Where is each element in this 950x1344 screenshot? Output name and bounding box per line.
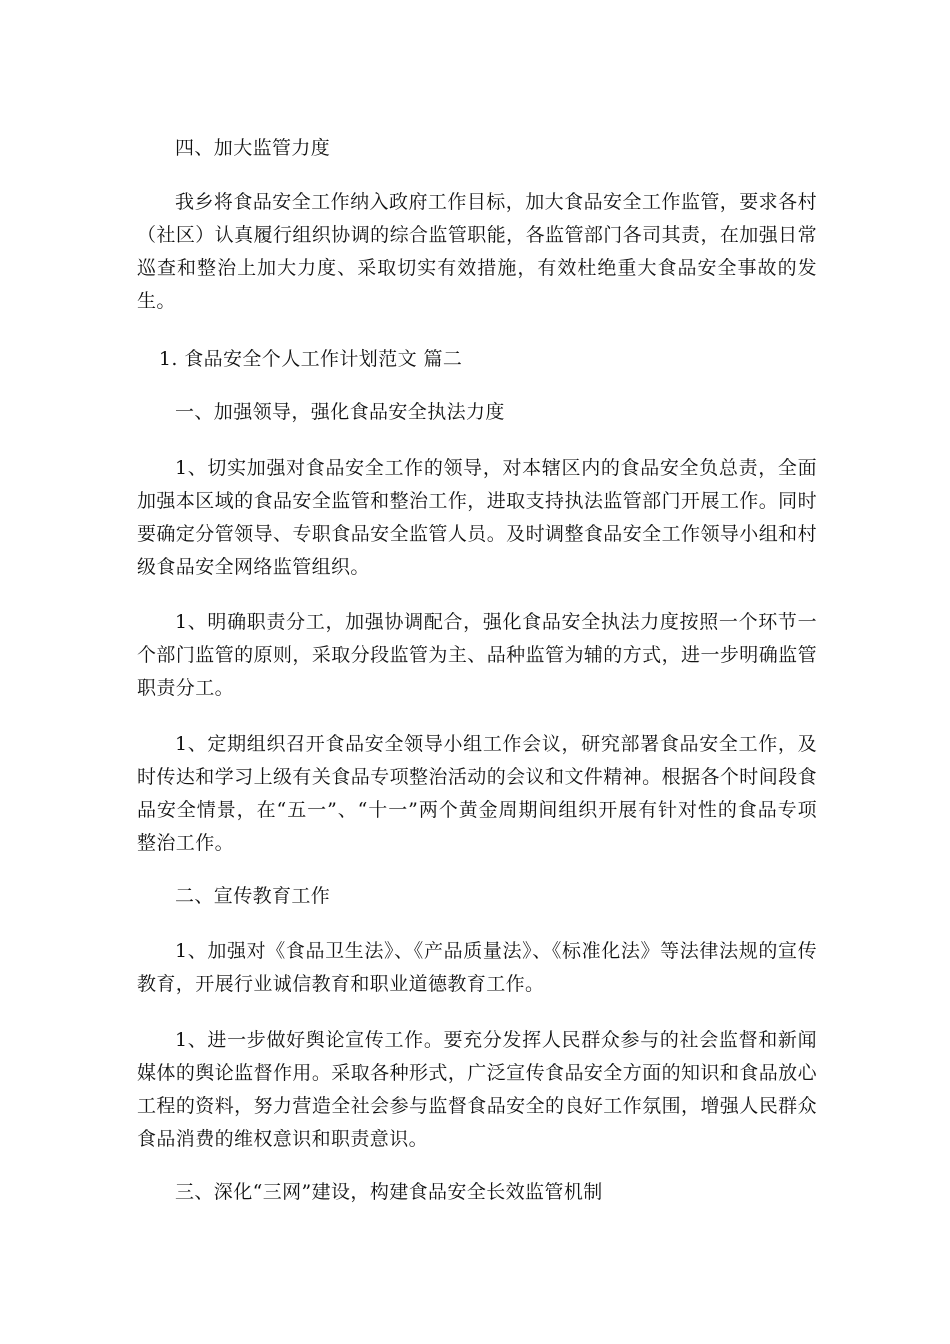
paragraph-responsibility: 1、明确职责分工，加强协调配合，强化食品安全执法力度按照一个环节一个部门监管的原则，采取分段监管为主、品种监管为辅的方式，进一步明确监管职责分工。	[137, 611, 817, 699]
article-subtitle: 1. 食品安全个人工作计划范文 篇二	[158, 348, 463, 370]
section-heading-1: 一、加强领导，强化食品安全执法力度	[175, 401, 505, 423]
paragraph-leadership: 1、切实加强对食品安全工作的领导，对本辖区内的食品安全负总责，全面加强本区域的食品安全监管和整治工作，进取支持执法监管部门开展工作。同时要确定分管领导、专职食品安全监管人员。及时调整食品安全工作领导小组和村级食品安全网络监管组织。	[137, 457, 817, 578]
section-heading-2: 二、宣传教育工作	[175, 885, 331, 907]
paragraph-supervision: 我乡将食品安全工作纳入政府工作目标，加大食品安全工作监管，要求各村（社区）认真履行组织协调的综合监管职能，各监管部门各司其责，在加强日常巡查和整治上加大力度、采取切实有效措施，有效杜绝重大食品安全事故的发生。	[137, 191, 817, 312]
paragraph-meetings: 1、定期组织召开食品安全领导小组工作会议，研究部署食品安全工作，及时传达和学习上级有关食品专项整治活动的会议和文件精神。根据各个时间段食品安全情景，在“五一”、“十一”两个黄金周期间组织开展有针对性的食品专项整治工作。	[137, 733, 817, 854]
paragraph-law-education: 1、加强对《食品卫生法》、《产品质量法》、《标准化法》等法律法规的宣传教育，开展行业诚信教育和职业道德教育工作。	[137, 940, 817, 995]
section-heading-3: 三、深化“三网”建设，构建食品安全长效监管机制	[175, 1181, 603, 1203]
section-heading-4: 四、加大监管力度	[175, 137, 331, 159]
paragraph-publicity: 1、进一步做好舆论宣传工作。要充分发挥人民群众参与的社会监督和新闻媒体的舆论监督作用。采取各种形式，广泛宣传食品安全方面的知识和食品放心工程的资料，努力营造全社会参与监督食品安全的良好工作氛围，增强人民群众食品消费的维权意识和职责意识。	[137, 1029, 817, 1150]
